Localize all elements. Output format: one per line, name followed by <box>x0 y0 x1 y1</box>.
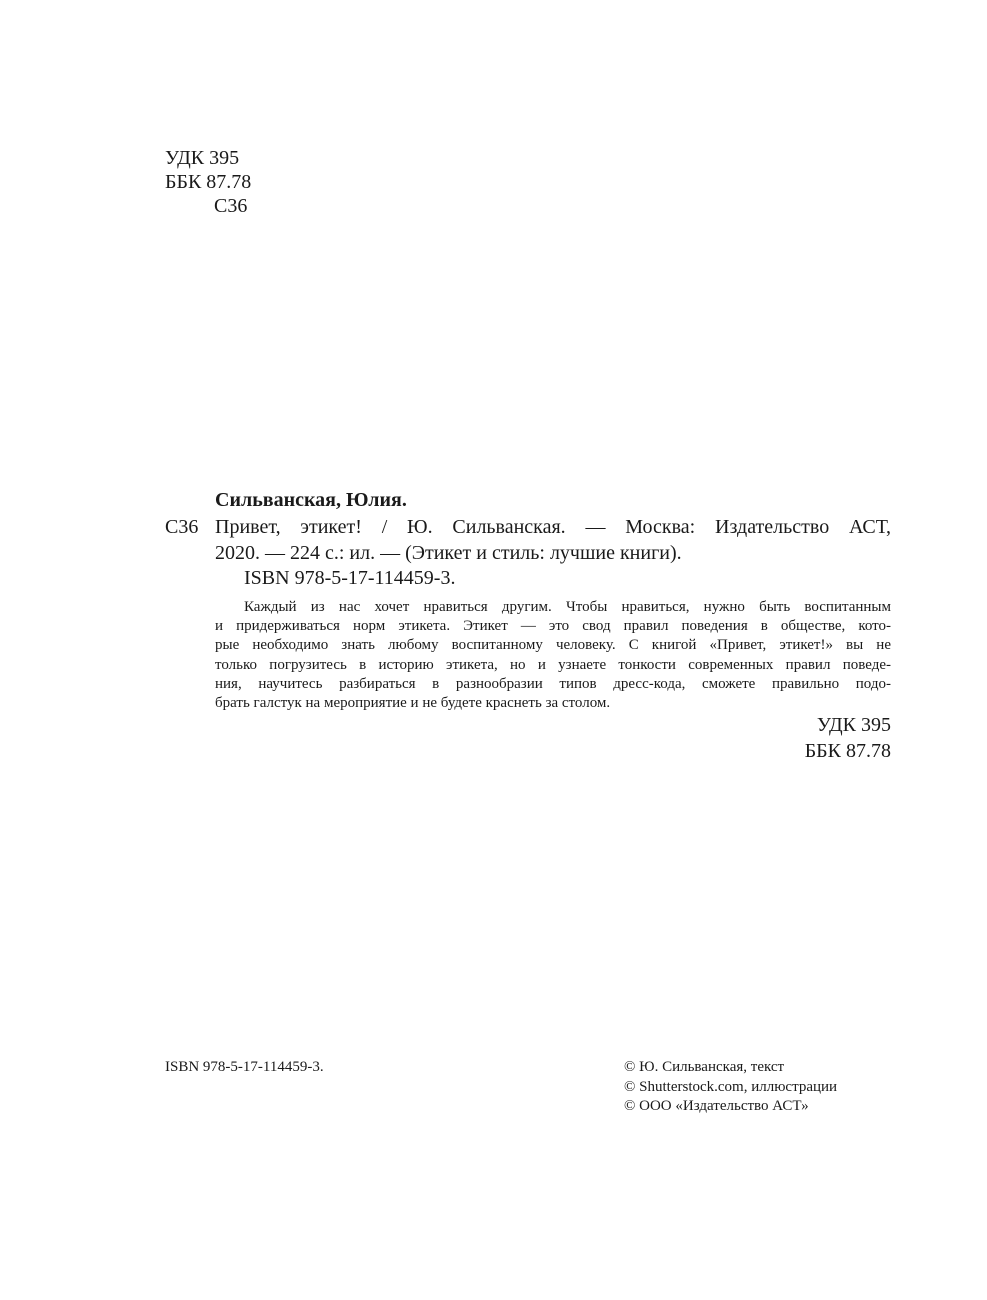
footer-isbn: ISBN 978-5-17-114459-3. <box>165 1059 324 1075</box>
copyright-notices <box>624 1058 837 1117</box>
copyright-line: © ООО «Издательство АСТ» <box>624 1098 809 1114</box>
description-line: Привет, этикет! / Ю. Сильванская. — Москва: Издательство АСТ, <box>215 516 891 538</box>
bbk-code: ББК 87.78 <box>804 740 891 762</box>
annotation-line: брать галстук на мероприятие и не будете краснеть за столом. <box>215 695 611 712</box>
author-name: Сильванская, Юлия. <box>215 489 407 511</box>
copyright-line: © Ю. Сильванская, текст <box>624 1059 785 1075</box>
description-line: 2020. — 224 с.: ил. — (Этикет и стиль: лучшие книги). <box>215 542 682 564</box>
annotation-line: Каждый из нас хочет нравиться другим. Чтобы нравиться, нужно быть воспитанным <box>244 599 891 615</box>
record-isbn: ISBN 978-5-17-114459-3. <box>244 567 456 589</box>
annotation-line: ния, научитесь разбираться в разнообразии типов дресс-кода, сможете правильно подо- <box>215 675 891 692</box>
annotation-line: рые необходимо знать любому воспитанному человеку. С книгой «Привет, этикет!» вы не <box>215 637 891 654</box>
annotation-line: и придерживаться норм этикета. Этикет — это свод правил поведения в обществе, кото- <box>215 618 891 635</box>
copyright-line: © Shutterstock.com, иллюстрации <box>624 1078 838 1095</box>
udk-code: УДК 395 <box>165 147 240 169</box>
bbk-code: ББК 87.78 <box>165 171 252 193</box>
bibliographic-description <box>215 514 891 566</box>
udk-code: УДК 395 <box>816 714 891 736</box>
cutter-code: С36 <box>214 195 248 217</box>
bottom-classification-codes <box>805 712 891 764</box>
annotation-line: только погрузитесь в историю этикета, но и узнаете тонкости современных правил поведе- <box>215 656 891 673</box>
top-classification-codes <box>165 146 251 218</box>
annotation <box>215 598 891 713</box>
record-cutter-code: С36 <box>165 516 199 538</box>
